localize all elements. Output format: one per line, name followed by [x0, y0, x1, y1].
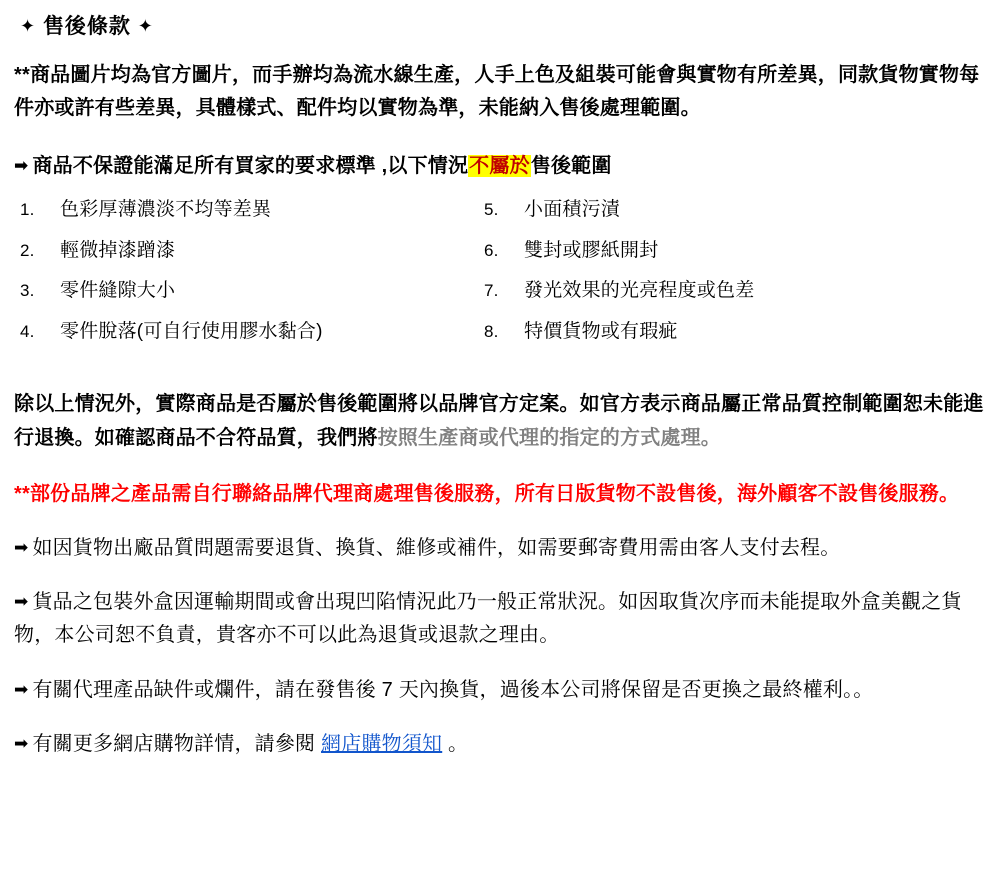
scope-line-before: 商品不保證能滿足所有買家的要求標準 ,以下情況: [32, 155, 469, 178]
list-item-number: 4.: [20, 321, 35, 341]
list-item-number: 5.: [484, 200, 499, 220]
arrow-right-icon: ➡: [14, 156, 29, 176]
list-item-label: 零件脫落(可自行使用膠水黏合): [60, 320, 323, 342]
note-more-info: [14, 728, 988, 760]
star-left-icon: ✦: [20, 16, 37, 36]
list-item-number: 8.: [484, 321, 499, 341]
scope-line: [14, 150, 988, 182]
scope-line-after: 售後範圍: [530, 155, 612, 178]
list-item: [20, 196, 472, 224]
policy-paragraph-grey: 按照生產商或代理的指定的方式處理。: [377, 426, 722, 449]
page-title-text: 售後條款: [42, 15, 131, 38]
arrow-right-icon: ➡: [14, 537, 29, 557]
intro-paragraph: **商品圖片均為官方圖片，而手辦均為流水線生產，人手上色及組裝可能會與實物有所差異，同款貨物實物每件亦或許有些差異，具體樣式、配件均以實物為準，未能納入售後處理範圍。: [14, 64, 980, 119]
note-shipping-text: 如因貨物出廠品質問題需要退貨、換貨、維修或補件，如需要郵寄費用需由客人支付去程。: [32, 536, 841, 559]
note-exchange-text: 有關代理產品缺件或爛件，請在發售後 7 天內換貨，過後本公司將保留是否更換之最終權利。。: [32, 678, 874, 701]
exclusions-list: [14, 196, 988, 358]
exclusions-column-left: [20, 196, 472, 358]
arrow-right-icon: ➡: [14, 679, 29, 699]
list-item-label: 小面積污漬: [524, 199, 621, 221]
policy-paragraph: [14, 388, 988, 455]
note-shipping: [14, 532, 988, 564]
list-item-label: 輕微掉漆蹭漆: [60, 239, 176, 261]
list-item: [20, 318, 472, 346]
list-item: [484, 318, 924, 346]
note-more-info-before: 有關更多網店購物詳情，請參閱: [32, 733, 322, 756]
list-item-label: 色彩厚薄濃淡不均等差異: [60, 199, 272, 221]
shopping-guide-link[interactable]: 網店購物須知: [321, 733, 443, 756]
policy-paragraph-main: 除以上情況外，實際商品是否屬於售後範圍將以品牌官方定案。如官方表示商品屬正常品質控制範圍恕未能進行退換。如確認商品不合符品質，我們將: [14, 393, 984, 449]
note-packaging-text: 貨品之包裝外盒因運輸期間或會出現凹陷情況此乃一般正常狀況。如因取貨次序而未能提取外盒美觀之貨物，本公司恕不負責，貴客亦不可以此為退貨或退款之理由。: [14, 591, 962, 647]
list-item: [484, 237, 924, 265]
note-more-info-after: 。: [442, 733, 469, 756]
list-item-number: 6.: [484, 240, 499, 260]
list-item-label: 雙封或膠紙開封: [524, 239, 659, 261]
note-packaging: [14, 586, 988, 652]
exclusions-column-right: [472, 196, 924, 358]
list-item: [484, 277, 924, 305]
red-notice: **部份品牌之產品需自行聯絡品牌代理商處理售後服務，所有日版貨物不設售後，海外顧客不設售後服務。: [14, 482, 960, 505]
scope-line-highlight: 不屬於: [469, 155, 530, 178]
star-right-icon: ✦: [137, 16, 154, 36]
list-item: [20, 237, 472, 265]
note-exchange: [14, 674, 988, 706]
arrow-right-icon: ➡: [14, 734, 29, 754]
page-title: [20, 12, 988, 41]
list-item: [484, 196, 924, 224]
list-item-number: 1.: [20, 200, 35, 220]
list-item-label: 發光效果的光亮程度或色差: [524, 280, 755, 302]
arrow-right-icon: ➡: [14, 592, 29, 612]
list-item-label: 零件縫隙大小: [60, 280, 176, 302]
list-item-label: 特價貨物或有瑕疵: [524, 320, 678, 342]
list-item: [20, 277, 472, 305]
list-item-number: 7.: [484, 281, 499, 301]
list-item-number: 2.: [20, 240, 35, 260]
list-item-number: 3.: [20, 281, 35, 301]
